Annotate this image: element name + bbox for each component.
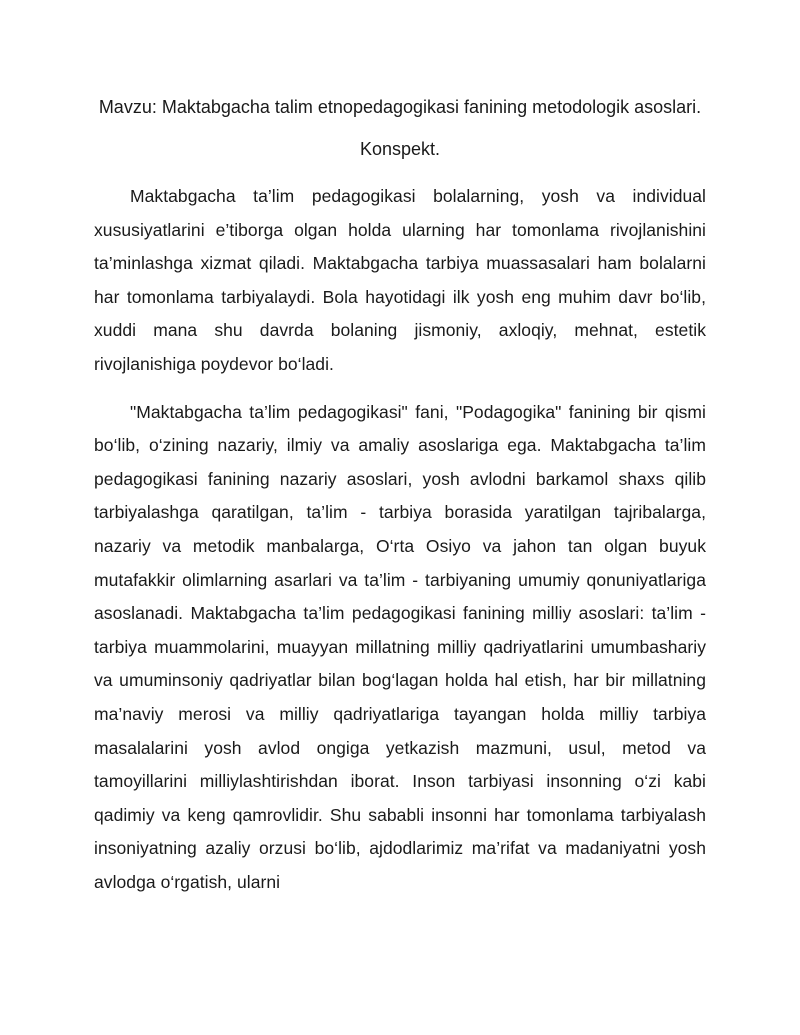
document-page: [94, 90, 706, 913]
paragraph: "Maktabgacha ta’lim pedagogikasi" fani, "Podagogika" fanining bir qismi bo‘lib, o‘zining nazariy, ilmiy va amaliy asoslariga ega. Maktabgacha ta’lim pedagogikasi fanining nazariy asoslari, yosh avlodni barkamol shaxs qilib tarbiyalashga qaratilgan, ta’lim - tarbiya borasida yaratilgan tajribalarga, nazariy va metodik manbalarga, O‘rta Osiyo va jahon tan olgan buyuk mutafakkir olimlarning asarlari va ta’lim - tarbiyaning umumiy qonuniyatlariga asoslanadi. Maktabgacha ta’lim pedagogikasi fanining milliy asoslari: ta’lim - tarbiya muammolarini, muayyan millatning milliy qadriyatlarini umumbashariy va umuminsoniy qadriyatlar bilan bog‘lagan holda hal etish, har bir millatning ma’naviy merosi va milliy qadriyatlariga tayangan holda milliy tarbiya masalalarini yosh avlod ongiga yetkazish mazmuni, usul, metod va tamoyillarini milliylashtirishdan iborat. Inson tarbiyasi insonning o‘zi kabi qadimiy va keng qamrovlidir. Shu sababli insonni har tomonlama tarbiyalash insoniyatning azaliy orzusi bo‘lib, ajdodlarimiz ma’rifat va madaniyatni yosh avlodga o‘rgatish, ularni: [94, 401, 706, 892]
document-title: Mavzu: Maktabgacha talim etnopedagogikasi fanining metodologik asoslari.: [98, 97, 702, 117]
paragraph: Maktabgacha ta’lim pedagogikasi bolalarning, yosh va individual xususiyatlarini e’tiborga olgan holda ularning har tomonlama rivojlanishini ta’minlashga xizmat qiladi. Maktabgacha tarbiya muassasalari ham bolalarni har tomonlama tarbiyalaydi. Bola hayotidagi ilk yosh eng muhim davr bo‘lib, xuddi mana shu davrda bolaning jismoniy, axloqiy, mehnat, estetik rivojlanishiga poydevor bo‘ladi.: [94, 186, 706, 374]
document-subtitle: Konspekt.: [359, 139, 441, 159]
